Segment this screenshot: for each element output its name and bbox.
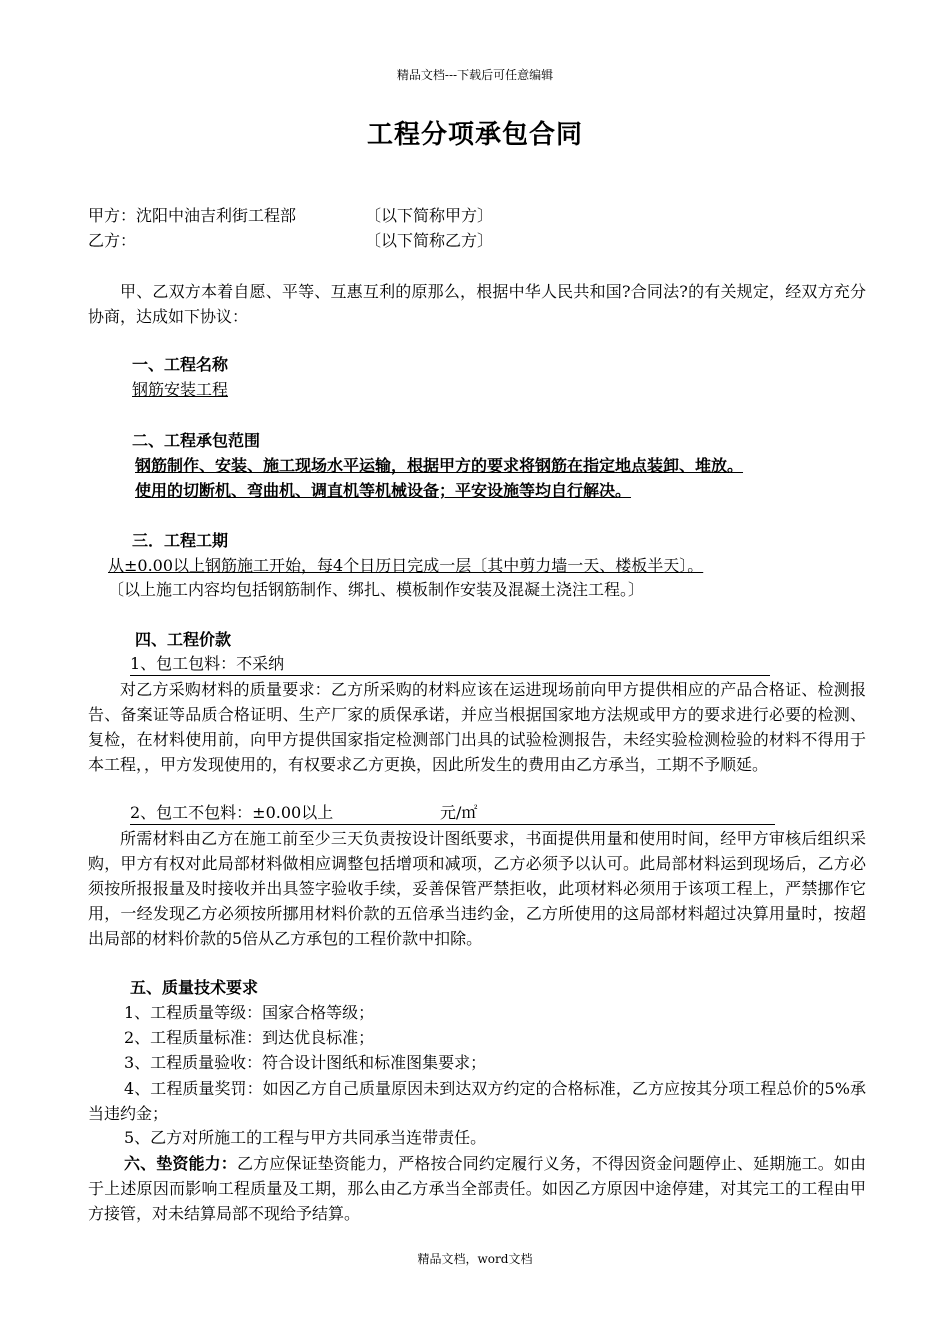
party-b-note: 〔以下简称乙方〕 — [365, 231, 494, 250]
section-1-content: 钢筋安装工程 — [132, 380, 229, 399]
party-a-label: 甲方：沈阳中油吉利街工程部 — [88, 206, 297, 225]
document-title: 工程分项承包合同 — [366, 120, 583, 150]
intro-paragraph: 甲、乙双方本着自愿、平等、互惠互利的原那么，根据中华人民共和国?合同法?的有关规定，经双方充分协商，达成如下协议： — [88, 282, 866, 326]
section-6-heading: 六、垫资能力： — [124, 1154, 237, 1173]
section-2-heading: 二、工程承包范围 — [132, 431, 261, 450]
section-5-item-2: 2、工程质量标准：到达优良标准； — [124, 1028, 375, 1047]
section-4-item-1: 1、包工包料：不采纳 — [130, 654, 285, 673]
section-5-item-1: 1、工程质量等级：国家合格等级； — [124, 1003, 375, 1022]
section-5-item-5: 5、乙方对所施工的工程与甲方共同承当连带责任。 — [124, 1128, 487, 1147]
section-4-heading: 四、工程价款 — [135, 630, 232, 649]
section-3-heading: 三．工程工期 — [132, 531, 229, 550]
section-4-item-2-unit: 元/㎡ — [440, 803, 478, 822]
section-5-item-3: 3、工程质量验收：符合设计图纸和标准图集要求； — [124, 1053, 487, 1072]
section-3-line-1: 从±0.00以上钢筋施工开始，每4个日历日完成一层〔其中剪力墙一天、楼板半天〕。 — [108, 556, 704, 575]
section-1-heading: 一、工程名称 — [132, 355, 229, 374]
section-6-content: 乙方应保证垫资能力，严格按合同约定履行义务，不得因资金问题停止、延期施工。如由于上述原因而影响工程质量及工期，那么由乙方承当全部责任。如因乙方原因中途停建，对其完工的工程由甲方接管，对未结算局部不现给予结算。 — [88, 1154, 866, 1223]
section-6-paragraph — [88, 1151, 866, 1226]
section-4-paragraph-2: 所需材料由乙方在施工前至少三天负责按设计图纸要求，书面提供用量和使用时间，经甲方审核后组织采购，甲方有权对此局部材料做相应调整包括增项和减项，乙方必须予以认可。此局部材料运到现场后，乙方必须按所报报量及时接收并出具签字验收手续，妥善保管严禁拒收，此项材料必须用于该项工程上，严禁挪作它用，一经发现乙方必须按所挪用材料价款的五倍承当违约金，乙方所使用的这局部材料超过决算用量时，按超出局部的材料价款的5倍从乙方承包的工程价款中扣除。 — [88, 829, 866, 948]
section-4-item-2: 2、包工不包料：±0.00以上 — [130, 803, 334, 822]
fill-in-line — [130, 675, 770, 676]
party-a-note: 〔以下简称甲方〕 — [365, 206, 494, 225]
party-b-label: 乙方： — [88, 231, 137, 250]
page-header: 精品文档---下载后可任意编辑 — [396, 68, 554, 82]
section-5-heading: 五、质量技术要求 — [130, 978, 259, 997]
section-2-line-2: 使用的切断机、弯曲机、调直机等机械设备；平安设施等均自行解决。 — [135, 481, 632, 500]
section-2-line-1: 钢筋制作、安装、施工现场水平运输，根据甲方的要求将钢筋在指定地点装卸、堆放。 — [135, 456, 744, 475]
fill-in-line — [130, 824, 775, 825]
section-5-item-4: 4、工程质量奖罚：如因乙方自己质量原因未到达双方约定的合格标准，乙方应按其分项工程总价的5%承当违约金； — [88, 1079, 866, 1123]
section-3-line-2: 〔以上施工内容均包括钢筋制作、绑扎、模板制作安装及混凝土浇注工程。〕 — [108, 580, 645, 599]
page-footer: 精品文档，word文档 — [417, 1252, 533, 1266]
section-4-paragraph-1: 对乙方采购材料的质量要求：乙方所采购的材料应该在运进现场前向甲方提供相应的产品合格证、检测报告、备案证等品质合格证明、生产厂家的质保承诺，并应当根据国家地方法规或甲方的要求进行必要的检测、复检，在材料使用前，向甲方提供国家指定检测部门出具的试验检测报告，未经实验检测检验的材料不得用于本工程，，甲方发现使用的，有权要求乙方更换，因此所发生的费用由乙方承当，工期不予顺延。 — [88, 680, 866, 774]
